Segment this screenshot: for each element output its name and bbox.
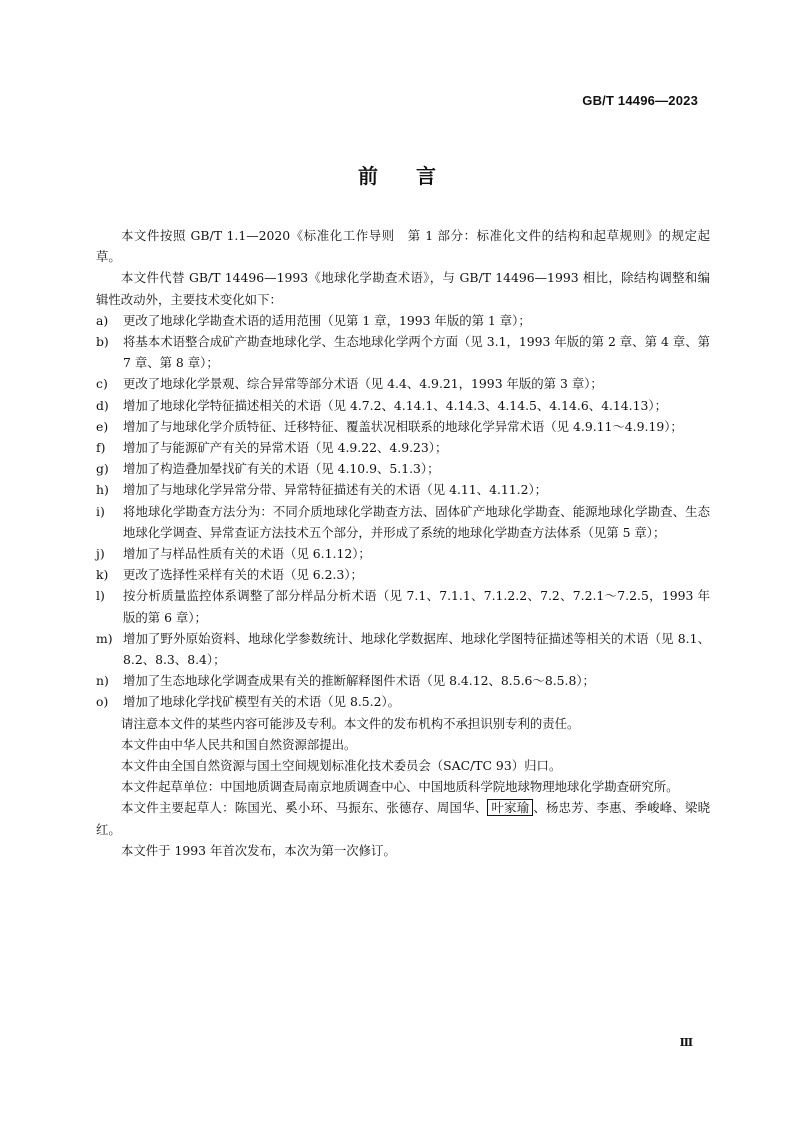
change-item [96,543,710,564]
change-item-marker: o) [96,694,109,710]
change-item [96,670,710,691]
change-item-text: 增加了地球化学特征描述相关的术语（见 4.7.2、4.14.1、4.14.3、4.14.5、4.14.6、4.14.13）； [123,397,667,413]
change-item-marker: k) [96,567,109,583]
change-item-text: 将基本术语整合成矿产勘查地球化学、生态地球化学两个方面（见 3.1，1993 年版的第 2 章、第 4 章、第 7 章、第 8 章）； [123,334,710,371]
paragraph-history: 本文件于 1993 年首次发布，本次为第一次修订。 [121,842,396,858]
change-item-text: 更改了地球化学景观、综合异常等部分术语（见 4.4、4.9.21，1993 年版的第 3 章）； [123,376,603,392]
change-item-marker: j) [96,546,105,562]
change-item-text: 增加了与能源矿产有关的异常术语（见 4.9.22、4.9.23）； [123,440,448,456]
page-number: Ⅲ [679,1036,693,1049]
change-item [96,585,710,627]
paragraph-patent: 请注意本文件的某些内容可能涉及专利。本文件的发布机构不承担识别专利的责任。 [121,715,580,731]
change-item-text: 增加了地球化学找矿模型有关的术语（见 8.5.2）。 [123,694,401,710]
standard-code: GB/T 14496—2023 [582,93,698,108]
changes-list [96,310,710,713]
change-item-marker: e) [96,418,109,434]
page-title: 前言 [358,164,474,188]
change-item-text: 增加了构造叠加晕找矿有关的术语（见 4.10.9、5.1.3）； [123,461,440,477]
change-item [96,331,710,373]
change-item-marker: b) [96,334,109,350]
paragraph-drafters [96,797,710,839]
change-item-text: 更改了地球化学勘查术语的适用范围（见第 1 章，1993 年版的第 1 章）； [123,312,531,328]
change-item-text: 增加了野外原始资料、地球化学参数统计、地球化学数据库、地球化学图特征描述等相关的术语（见 8.1、8.2、8.3、8.4）； [123,630,710,668]
change-item [96,395,710,416]
change-item-text: 增加了与地球化学介质特征、迁移特征、覆盖状况相联系的地球化学异常术语（见 4.9.11～4.9.19）； [123,418,683,434]
drafters-suffix: 、杨忠芳、李惠、季峻峰、梁晓红。 [96,800,711,837]
change-item-marker: h) [96,482,109,498]
paragraph-replacement: 本文件代替 GB/T 14496—1993《地球化学勘查术语》，与 GB/T 14496—1993 相比，除结构调整和编辑性改动外，主要技术变化如下： [96,270,710,307]
change-item [96,691,710,712]
change-item-text: 增加了与地球化学异常分带、异常特征描述有关的术语（见 4.11、4.11.2）； [123,482,548,498]
change-item-marker: c) [96,376,108,392]
change-item-marker: l) [96,588,105,604]
paragraph-drafting-rules: 本文件按照 GB/T 1.1—2020《标准化工作导则 第 1 部分：标准化文件的结构和起草规则》的规定起草。 [96,228,710,265]
change-item-marker: g) [96,461,109,477]
change-item-marker: d) [96,397,109,413]
change-item-text: 按分析质量监控体系调整了部分样品分析术语（见 7.1、7.1.1、7.1.2.2、7.2、7.2.1～7.2.5，1993 年版的第 6 章）； [123,588,710,625]
change-item-marker: n) [96,673,109,689]
change-item [96,564,710,585]
change-item-text: 更改了选择性采样有关的术语（见 6.2.3）； [123,567,363,583]
paragraph-drafting-units: 本文件起草单位：中国地质调查局南京地质调查中心、中国地质科学院地球物理地球化学勘查研究所。 [121,779,679,795]
change-item-marker: a) [96,312,109,328]
foreword-body [96,225,710,861]
change-item [96,628,710,670]
change-item [96,458,710,479]
change-item [96,437,710,458]
change-item-text: 将地球化学勘查方法分为：不同介质地球化学勘查方法、固体矿产地球化学勘查、能源地球化学勘查、生态地球化学调查、异常查证方法技术五个部分，并形成了系统的地球化学勘查方法体系（见第 5 章）； [123,503,710,540]
change-item [96,310,710,331]
change-item [96,479,710,500]
change-item-marker: i) [96,503,105,519]
change-item [96,501,710,543]
change-item [96,373,710,394]
change-item-marker: m) [96,630,113,646]
paragraph-committee: 本文件由全国自然资源与国土空间规划标准化技术委员会（SAC/TC 93）归口。 [121,758,562,774]
drafters-prefix: 本文件主要起草人：陈国光、奚小环、马振东、张德存、周国华、 [121,800,488,816]
change-item [96,416,710,437]
change-item-text: 增加了与样品性质有关的术语（见 6.1.12）； [123,546,371,562]
change-item-text: 增加了生态地球化学调查成果有关的推断解释图件术语（见 8.4.12、8.5.6～8.5.8）； [123,673,595,689]
boxed-drafter-name: 叶家瑜 [487,799,533,816]
change-item-marker: f) [96,440,106,456]
paragraph-proposer: 本文件由中华人民共和国自然资源部提出。 [121,736,357,752]
